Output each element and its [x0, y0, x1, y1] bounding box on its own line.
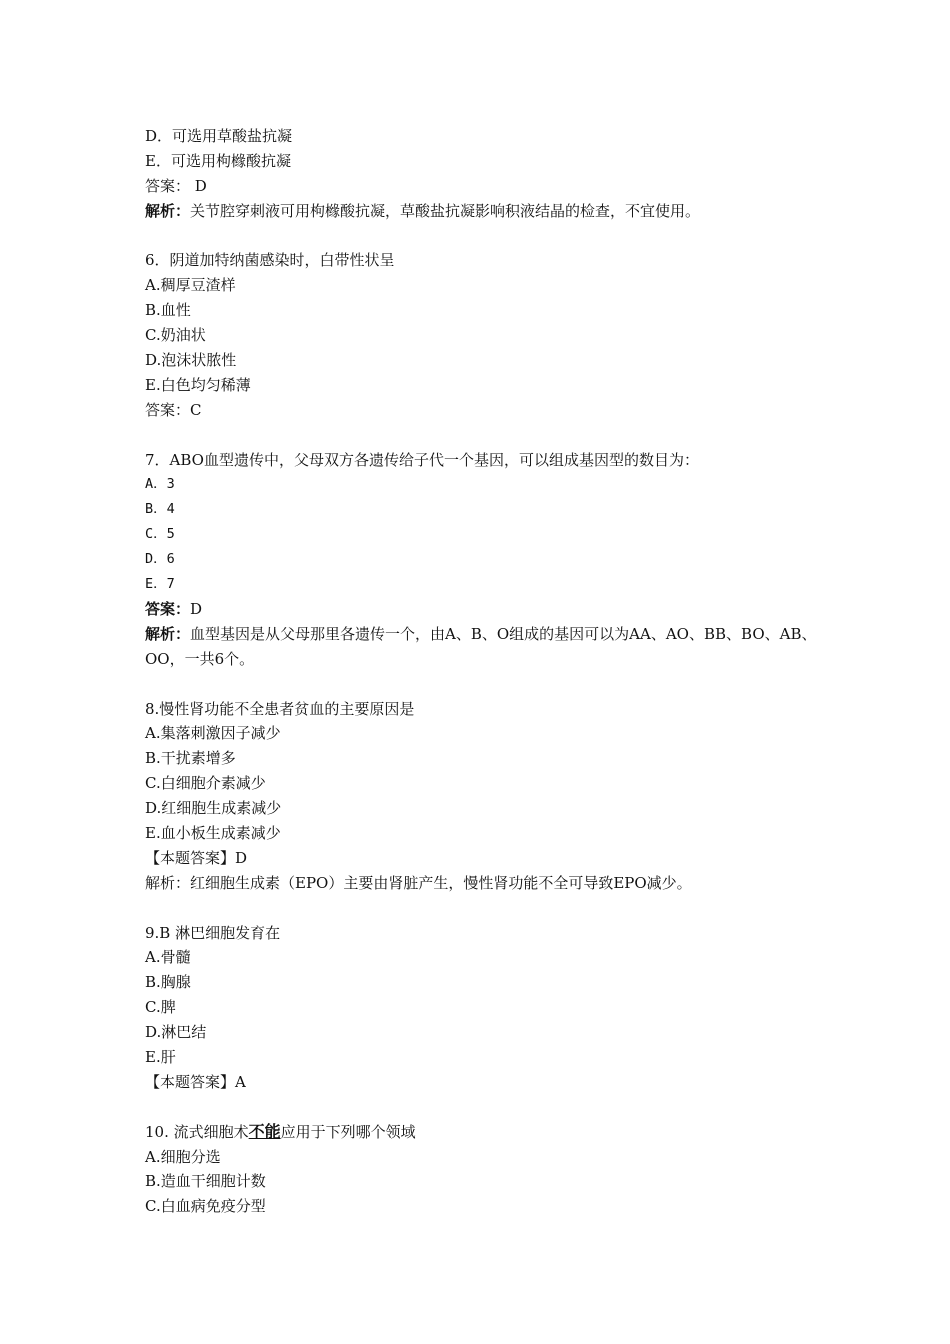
q8-option-c: C.白细胞介素减少 [145, 774, 266, 793]
q7-option-c: C．5 [145, 526, 175, 543]
q7-stem: 7．ABO血型遗传中，父母双方各遗传给子代一个基因，可以组成基因型的数目为： [145, 450, 699, 469]
q8-answer: 【本题答案】D [145, 848, 248, 867]
q10-option-c: C.白血病免疫分型 [145, 1197, 266, 1216]
q7-option-b: B．4 [145, 501, 175, 518]
spacer [145, 423, 825, 448]
q6-stem: 6．阴道加特纳菌感染时，白带性状呈 [145, 251, 395, 270]
spacer [145, 896, 825, 921]
q6-option-a: A.稠厚豆渣样 [145, 276, 236, 295]
q5-analysis-text: 关节腔穿刺液可用枸橼酸抗凝，草酸盐抗凝影响积液结晶的检查，不宜使用。 [190, 201, 701, 220]
q5-option-d: D．可选用草酸盐抗凝 [145, 127, 293, 145]
q10-stem-emphasis: 不能 [248, 1121, 281, 1141]
q10-option-b: B.造血干细胞计数 [145, 1172, 266, 1191]
q9-option-c: C.脾 [145, 998, 176, 1017]
q8-analysis: 解析：红细胞生成素（EPO）主要由肾脏产生，慢性肾功能不全可导致EPO减少。 [145, 873, 692, 892]
spacer [145, 224, 825, 249]
q7-answer [145, 597, 825, 622]
q5-analysis [145, 199, 825, 224]
q5-option-e: E．可选用枸橼酸抗凝 [145, 151, 291, 170]
q9-option-e: E.肝 [145, 1047, 176, 1066]
q8-option-d: D.红细胞生成素减少 [145, 799, 282, 818]
q8-option-a: A.集落刺激因子减少 [145, 724, 281, 743]
q8-option-e: E.血小板生成素减少 [145, 823, 281, 842]
q7-option-a: A．3 [145, 476, 175, 493]
q9-option-a: A.骨髓 [145, 948, 191, 967]
q9-option-d: D.淋巴结 [145, 1023, 207, 1042]
document-page [145, 124, 825, 1219]
q6-option-c: C.奶油状 [145, 326, 206, 345]
q8-stem: 8.慢性肾功能不全患者贫血的主要原因是 [145, 699, 415, 718]
q9-option-b: B.胸腺 [145, 973, 191, 992]
q6-option-b: B.血性 [145, 301, 191, 320]
q9-stem: 9.B 淋巴细胞发育在 [145, 923, 281, 942]
q10-stem [145, 1120, 825, 1145]
q7-analysis-label: 解析： [145, 624, 191, 643]
q8-option-b: B.干扰素增多 [145, 749, 236, 768]
q10-stem-prefix: 10. 流式细胞术 [145, 1122, 249, 1141]
q6-answer: 答案：C [145, 400, 202, 419]
q10-option-a: A.细胞分选 [145, 1147, 221, 1166]
q5-answer: 答案： D [145, 176, 207, 195]
q7-answer-value: D [190, 599, 203, 618]
q7-option-e: E．7 [145, 576, 175, 593]
q6-option-e: E.白色均匀稀薄 [145, 375, 251, 394]
q5-analysis-label: 解析： [145, 201, 191, 220]
q7-analysis [145, 622, 825, 672]
q6-option-d: D.泡沫状脓性 [145, 351, 237, 370]
q7-answer-label: 答案： [145, 599, 191, 618]
spacer [145, 1095, 825, 1120]
q9-answer: 【本题答案】A [145, 1072, 246, 1091]
q7-option-d: D．6 [145, 551, 175, 568]
q7-analysis-text: 血型基因是从父母那里各遗传一个，由A、B、O组成的基因可以为AA、AO、BB、BO、AB、OO，一共6个。 [145, 624, 817, 668]
spacer [145, 672, 825, 697]
q10-stem-suffix: 应用于下列哪个领域 [280, 1122, 416, 1141]
